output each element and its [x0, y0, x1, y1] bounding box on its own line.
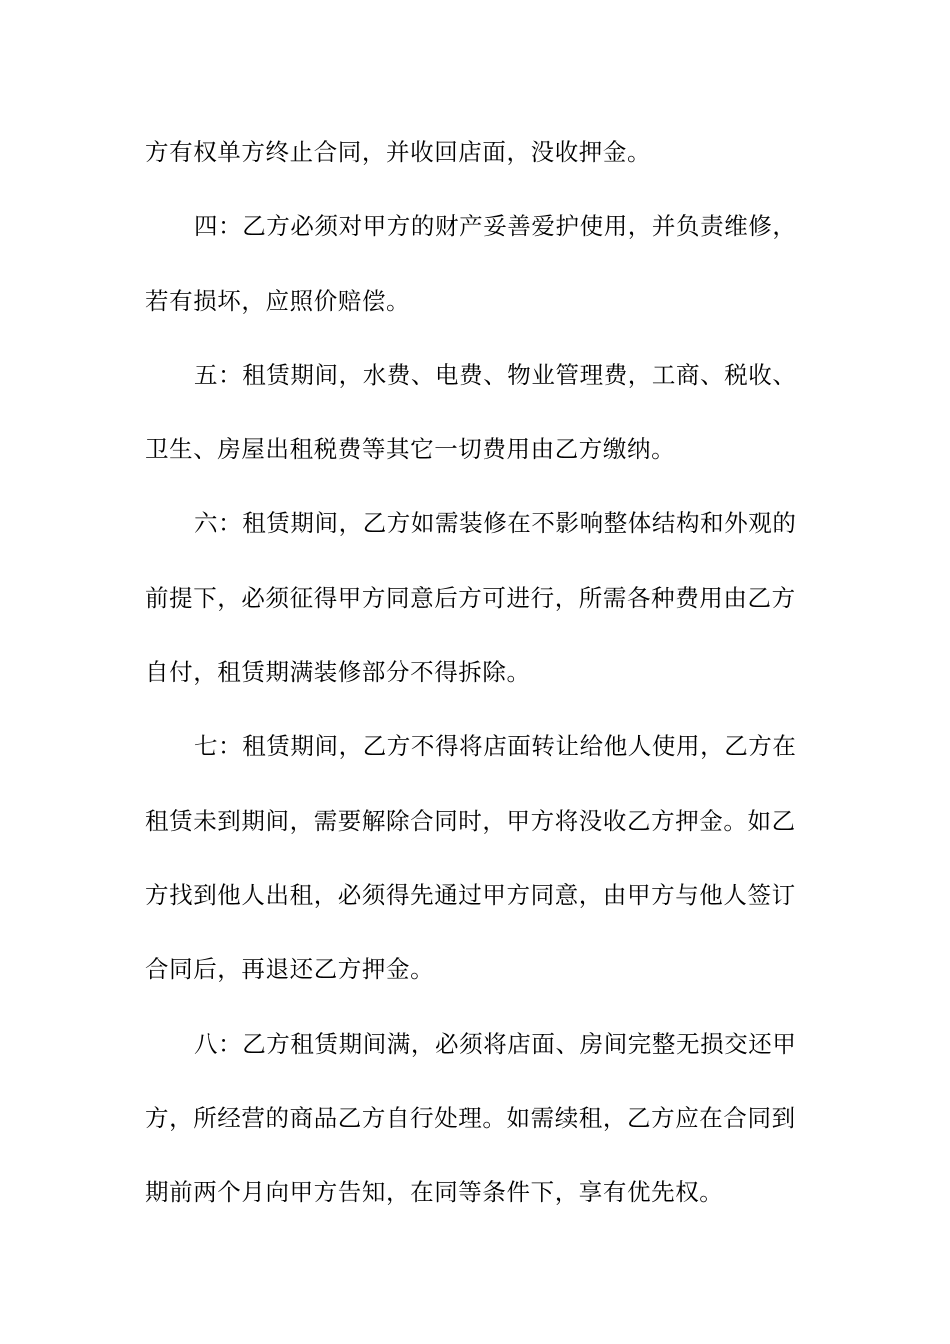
text-line: 合同后，再退还乙方押金。: [145, 955, 435, 984]
text-line: 期前两个月向甲方告知，在同等条件下，享有优先权。: [145, 1178, 724, 1207]
text-line: 卫生、房屋出租税费等其它一切费用由乙方缴纳。: [145, 435, 676, 464]
text-line: 方找到他人出租，必须得先通过甲方同意，由甲方与他人签订: [145, 880, 796, 909]
text-line: 若有损坏，应照价赔偿。: [145, 286, 411, 315]
text-line-clause-8: 八：乙方租赁期间满，必须将店面、房间完整无损交还甲: [194, 1029, 797, 1058]
text-line-clause-4: 四：乙方必须对甲方的财产妥善爱护使用，并负责维修，: [194, 212, 797, 241]
text-line: 方，所经营的商品乙方自行处理。如需续租，乙方应在合同到: [145, 1103, 796, 1132]
text-line-clause-5: 五：租赁期间，水费、电费、物业管理费，工商、税收、: [194, 360, 797, 389]
text-line: 租赁未到期间，需要解除合同时，甲方将没收乙方押金。如乙: [145, 806, 796, 835]
text-line: 方有权单方终止合同，并收回店面，没收押金。: [145, 138, 652, 166]
text-line-clause-7: 七：租赁期间，乙方不得将店面转让给他人使用，乙方在: [194, 732, 797, 761]
document-body: [145, 127, 805, 1241]
text-line-clause-6: 六：租赁期间，乙方如需装修在不影响整体结构和外观的: [194, 509, 797, 538]
text-line: 前提下，必须征得甲方同意后方可进行，所需各种费用由乙方: [145, 583, 796, 612]
text-line: 自付，租赁期满装修部分不得拆除。: [145, 658, 531, 687]
